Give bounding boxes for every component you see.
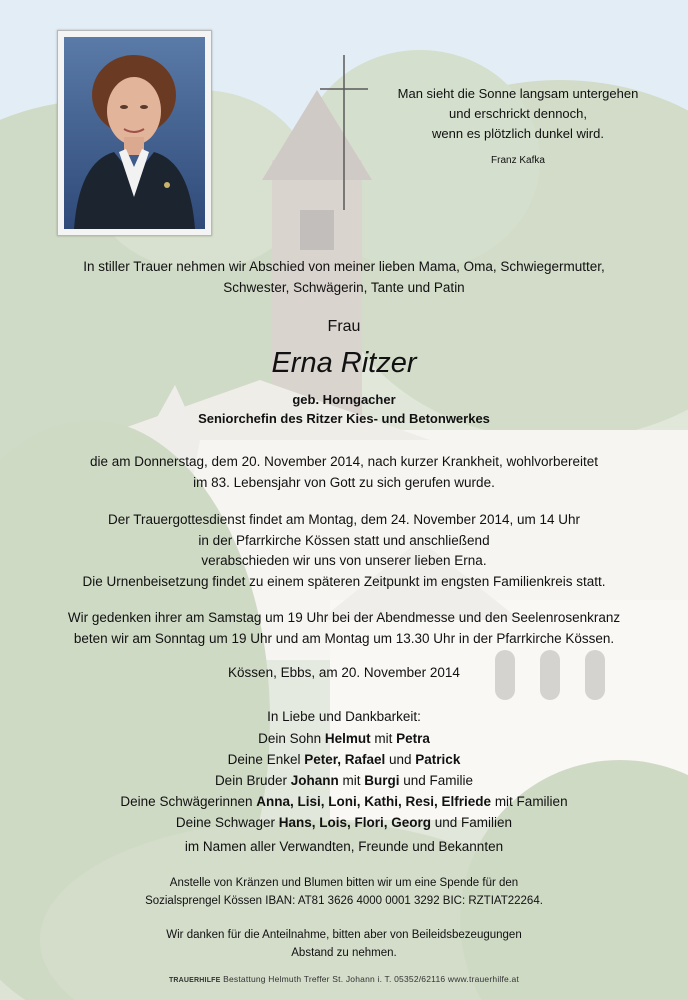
deceased-details (0, 390, 688, 428)
portrait-frame (57, 30, 212, 236)
mourner-others: im Namen aller Verwandten, Freunde und Bekannten (184, 839, 504, 854)
service-line: in der Pfarrkirche Kössen statt und anschließend (198, 532, 490, 548)
death-line: im 83. Lebensjahr von Gott zu sich gerufen wurde. (193, 474, 495, 490)
mourner-sisters-in-law: Deine Schwägerinnen Anna, Lisi, Loni, Kathi, Resi, Elfriede mit Familien (120, 794, 568, 809)
salutation: Frau (327, 318, 361, 335)
prayer-notice (20, 608, 668, 649)
donation-note (40, 874, 648, 910)
quote-line: Man sieht die Sonne langsam untergehen (397, 86, 639, 101)
mourner-brothers-in-law: Deine Schwager Hans, Lois, Flori, Georg und Familien (175, 815, 513, 830)
closing-line: Wir danken für die Anteilnahme, bitten aber von Beileidsbezeugungen (166, 929, 522, 941)
service-line: Der Trauergottesdienst findet am Montag, dem 24. November 2014, um 14 Uhr (108, 512, 580, 527)
mourner-brother: Dein Bruder Johann mit Burgi und Familie (214, 773, 474, 788)
quote-line: wenn es plötzlich dunkel wird. (432, 126, 604, 141)
intro-line: In stiller Trauer nehmen wir Abschied von meiner lieben Mama, Oma, Schwiegermutter, (83, 259, 605, 274)
intro-line: Schwester, Schwägerin, Tante und Patin (223, 280, 465, 295)
closing-line: Abstand zu nehmen. (291, 947, 397, 959)
footer-text: Bestattung Helmuth Treffer St. Johann i. T. 05352/62116 www.trauerhilfe.at (223, 974, 520, 984)
place-date: Kössen, Ebbs, am 20. November 2014 (228, 665, 460, 680)
mourners-list (40, 706, 648, 857)
footer-logo: TRAUERHILFE (168, 977, 221, 984)
footer (0, 974, 688, 984)
death-line: die am Donnerstag, dem 20. November 2014, nach kurzer Krankheit, wohlvorbereitet (89, 454, 599, 469)
quote-line: und erschrickt dennoch, (448, 106, 588, 121)
birth-name: geb. Horngacher (292, 392, 396, 407)
portrait-photo (64, 37, 205, 229)
service-line: verabschieden wir uns von unserer lieben Erna. (201, 553, 487, 568)
thanks-intro: In Liebe und Dankbarkeit: (267, 709, 421, 724)
donation-line: Sozialsprengel Kössen IBAN: AT81 3626 4000 0001 3292 BIC: RZTIAT22264. (145, 895, 543, 907)
mourner-son: Dein Sohn Helmut mit Petra (258, 731, 430, 746)
deceased-name: Erna Ritzer (271, 347, 417, 379)
prayer-line: beten wir am Sonntag um 19 Uhr und am Montag um 13.30 Uhr in der Pfarrkirche Kössen. (73, 630, 615, 646)
deceased-title: Seniorchefin des Ritzer Kies- und Betonwerkes (198, 411, 490, 426)
mourner-grandchildren: Deine Enkel Peter, Rafael und Patrick (227, 752, 461, 767)
donation-line: Anstelle von Kränzen und Blumen bitten wir um eine Spende für den (169, 877, 519, 889)
death-notice (20, 452, 668, 493)
epigraph-quote (378, 84, 658, 171)
service-line: Die Urnenbeisetzung findet zu einem späteren Zeitpunkt im engsten Familienkreis statt. (82, 573, 606, 589)
prayer-line: Wir gedenken ihrer am Samstag um 19 Uhr bei der Abendmesse und den Seelenrosenkranz (67, 610, 621, 625)
intro-text (30, 256, 658, 298)
quote-author: Franz Kafka (491, 155, 545, 166)
closing-note (40, 926, 648, 962)
service-notice (20, 510, 668, 592)
cross-icon (320, 55, 368, 210)
